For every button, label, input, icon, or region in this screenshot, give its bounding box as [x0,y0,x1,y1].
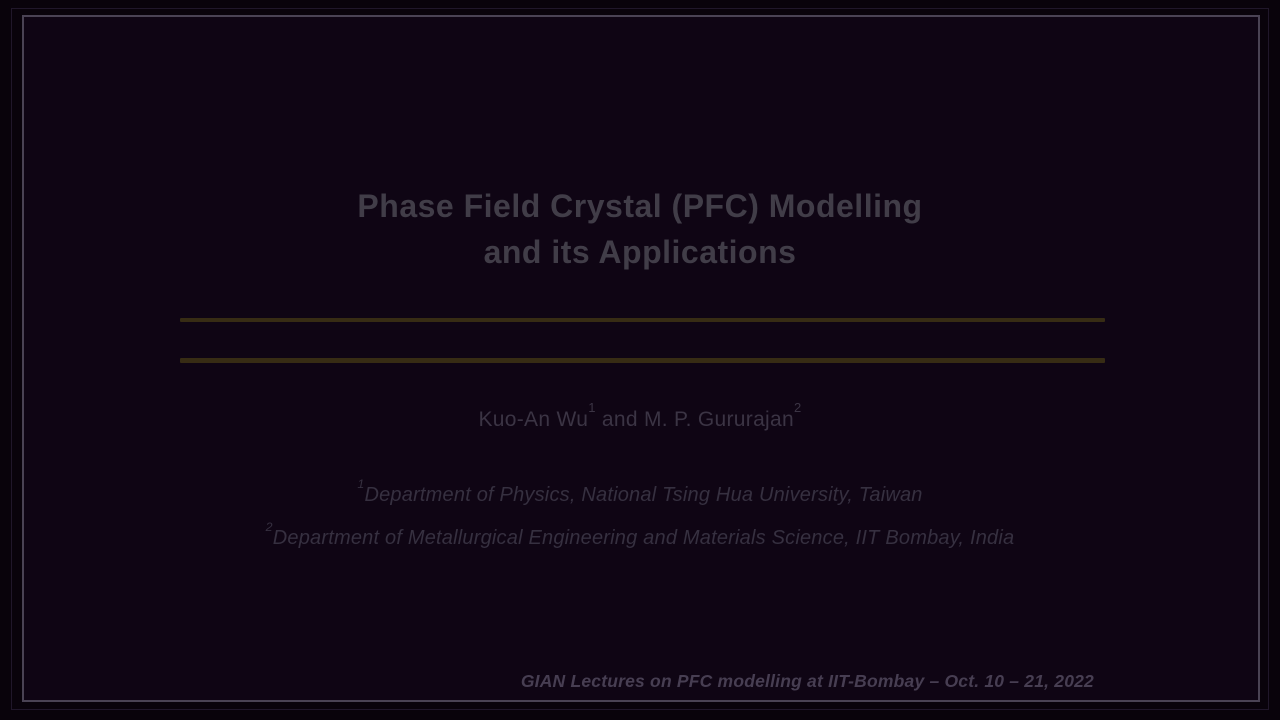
divider-line-bottom [180,358,1105,363]
authors-line [0,400,1280,432]
affiliation-1 [0,476,1280,507]
affiliation-2-superscript: 2 [265,519,273,534]
affiliation-1-superscript: 1 [357,476,365,491]
author-2-superscript: 2 [793,400,802,416]
author-1-superscript: 1 [588,400,596,416]
slide-title-line1: Phase Field Crystal (PFC) Modelling [357,188,923,224]
author-2-name: M. P. Gururajan [643,408,794,431]
affiliation-2-text: Department of Metallurgical Engineering and Materials Science, IIT Bombay, India [272,527,1015,549]
lecture-credit-footer: GIAN Lectures on PFC modelling at IIT-Bombay – Oct. 10 – 21, 2022 [520,671,1094,691]
slide-title [0,183,1280,275]
affiliation-2 [0,519,1280,550]
authors-connector: and [595,408,644,431]
divider-line-top [180,318,1105,322]
author-1-name: Kuo-An Wu [478,408,589,431]
slide-title-line2: and its Applications [483,234,797,270]
affiliation-1-text: Department of Physics, National Tsing Hua University, Taiwan [364,484,923,506]
